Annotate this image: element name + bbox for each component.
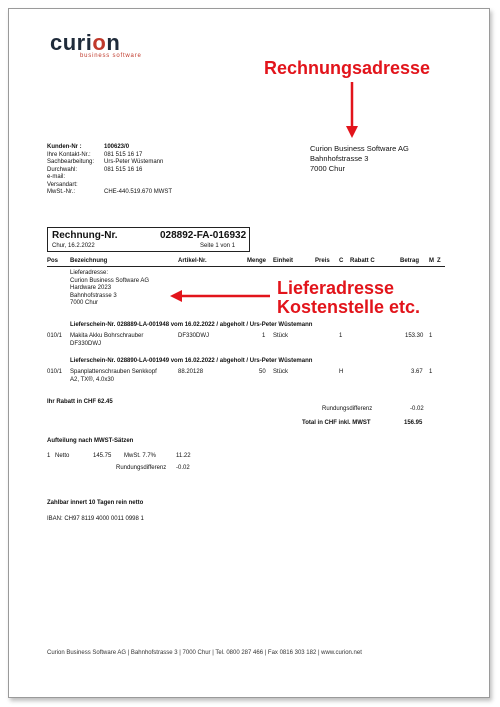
item-description-line: A2, TX®, 4.0x30 <box>70 376 115 383</box>
vat-rounding-value: -0.02 <box>176 465 190 471</box>
delivery-note-title: Lieferschein-Nr. 028889-LA-001948 vom 16.02.2022 / abgeholt / Urs-Peter Wüstemann <box>70 322 313 328</box>
col-quantity: Menge <box>247 258 267 264</box>
annotation-delivery-line: Lieferadresse <box>277 278 395 298</box>
customer-field-value: Urs-Peter Wüstemann <box>104 159 164 165</box>
delivery-line: Curion Business Software AG <box>70 277 150 284</box>
customer-field-label: Ihre Kontakt-Nr.: <box>47 151 91 158</box>
total-value: 156.95 <box>404 420 423 426</box>
col-amount: Betrag <box>400 258 420 264</box>
customer-field-label: MwSt.-Nr.: <box>47 189 75 195</box>
item-unit: Stück <box>273 333 289 339</box>
item-article: DF330DWJ <box>178 333 210 339</box>
invoice-title: Rechnung-Nr. <box>52 230 118 241</box>
item-pos: 010/1 <box>47 333 63 339</box>
customer-field-label: e-mail: <box>47 174 66 180</box>
header-divider <box>47 266 445 267</box>
item-quantity: 50 <box>259 369 266 375</box>
logo-text-end: n <box>106 30 121 55</box>
billing-line: Curion Business Software AG <box>310 144 409 153</box>
delivery-line: 7000 Chur <box>70 300 99 306</box>
vat-type: Netto <box>55 453 70 459</box>
delivery-line: Hardware 2023 <box>70 285 112 291</box>
customer-field <box>47 189 173 197</box>
item-unit: Stück <box>273 369 289 375</box>
customer-field <box>47 151 143 160</box>
customer-field-label: Sachbearbeitung: <box>47 159 95 165</box>
item-amount: 3.67 <box>411 369 423 375</box>
invoice-place-date: Chur, 16.2.2022 <box>52 243 95 249</box>
customer-info <box>47 144 173 197</box>
invoice-page <box>8 8 490 698</box>
customer-field <box>47 144 130 152</box>
col-z: Z <box>437 258 441 264</box>
item-pos: 010/1 <box>47 369 63 375</box>
vat-rounding-label: Rundungsdifferenz <box>116 465 167 471</box>
customer-field-label: Durchwahl: <box>47 166 78 173</box>
logo-tagline: business software <box>80 53 142 59</box>
customer-field-value: 081 515 16 16 <box>104 166 143 173</box>
col-article: Artikel-Nr. <box>178 258 207 264</box>
discount-summary: Ihr Rabatt in CHF 62.45 <box>47 399 113 405</box>
item-discount: H <box>339 369 344 375</box>
customer-field-value: CHE-440.519.670 MWST <box>104 189 173 195</box>
item-description <box>70 369 157 384</box>
logo-text: curi <box>50 30 93 55</box>
rounding-label: Rundungsdifferenz <box>322 406 373 412</box>
rounding-value: -0.02 <box>410 406 424 412</box>
item-discount: 1 <box>339 333 343 339</box>
logo-mark: o <box>92 30 107 55</box>
annotation-billing-address: Rechnungsadresse <box>264 58 431 78</box>
invoice-page-number: Seite 1 von 1 <box>200 243 236 249</box>
billing-line: Bahnhofstrasse 3 <box>310 154 369 163</box>
col-discount: Rabatt C <box>350 258 375 264</box>
arrow-down-icon <box>346 80 358 140</box>
col-pos: Pos <box>47 258 59 264</box>
iban: IBAN: CH97 8119 4000 0011 0998 1 <box>47 516 144 522</box>
total-label: Total in CHF inkl. MWST <box>302 420 371 426</box>
customer-field-value: 100623/0 <box>104 144 130 150</box>
vat-base: 145.75 <box>93 453 112 459</box>
page-footer: Curion Business Software AG | Bahnhofstrasse 3 | 7000 Chur | Tel. 0800 287 466 | Fax 0816 303 182 | www.curion.net <box>47 650 362 656</box>
item-description-line: Makita Akku Bohrschrauber <box>70 333 144 339</box>
item-quantity: 1 <box>262 333 266 339</box>
item-description <box>70 333 143 348</box>
delivery-address <box>70 270 149 308</box>
item-m: 1 <box>429 333 433 339</box>
col-price: Preis <box>315 258 330 264</box>
col-m: M <box>429 258 434 264</box>
payment-terms: Zahlbar innert 10 Tagen rein netto <box>47 500 144 506</box>
item-article: 88.20128 <box>178 369 204 375</box>
delivery-line: Lieferadresse: <box>70 270 109 276</box>
billing-line: 7000 Chur <box>310 164 346 173</box>
customer-field-label: Kunden-Nr : <box>47 144 82 150</box>
customer-field <box>47 174 94 182</box>
item-description-line: DF330DWJ <box>70 340 102 347</box>
billing-address <box>310 144 409 174</box>
customer-field <box>47 159 164 167</box>
item-description-line: Spanplattenschrauben Senkkopf <box>70 369 157 375</box>
item-m: 1 <box>429 369 433 375</box>
vat-code: 1 <box>47 453 51 459</box>
vat-rate: MwSt. 7.7% <box>124 453 157 459</box>
delivery-line: Bahnhofstrasse 3 <box>70 292 117 299</box>
arrow-left-icon <box>170 289 272 303</box>
delivery-note-title: Lieferschein-Nr. 028890-LA-001949 vom 16.02.2022 / abgeholt / Urs-Peter Wüstemann <box>70 358 313 364</box>
col-unit: Einheit <box>273 258 294 264</box>
vat-heading: Aufteilung nach MWST-Sätzen <box>47 438 134 444</box>
invoice-number: 028892-FA-016932 <box>160 230 247 241</box>
customer-field <box>47 166 143 175</box>
vat-tax: 11.22 <box>176 453 191 459</box>
customer-field-label: Versandart: <box>47 181 78 188</box>
item-amount: 153.30 <box>405 333 424 339</box>
customer-field-value: 081 515 16 17 <box>104 151 143 158</box>
annotation-delivery-line: Kostenstelle etc. <box>277 297 421 317</box>
col-description: Bezeichnung <box>70 258 108 264</box>
col-c: C <box>339 258 344 264</box>
annotation-delivery-address <box>277 279 420 317</box>
customer-field <box>47 182 94 190</box>
